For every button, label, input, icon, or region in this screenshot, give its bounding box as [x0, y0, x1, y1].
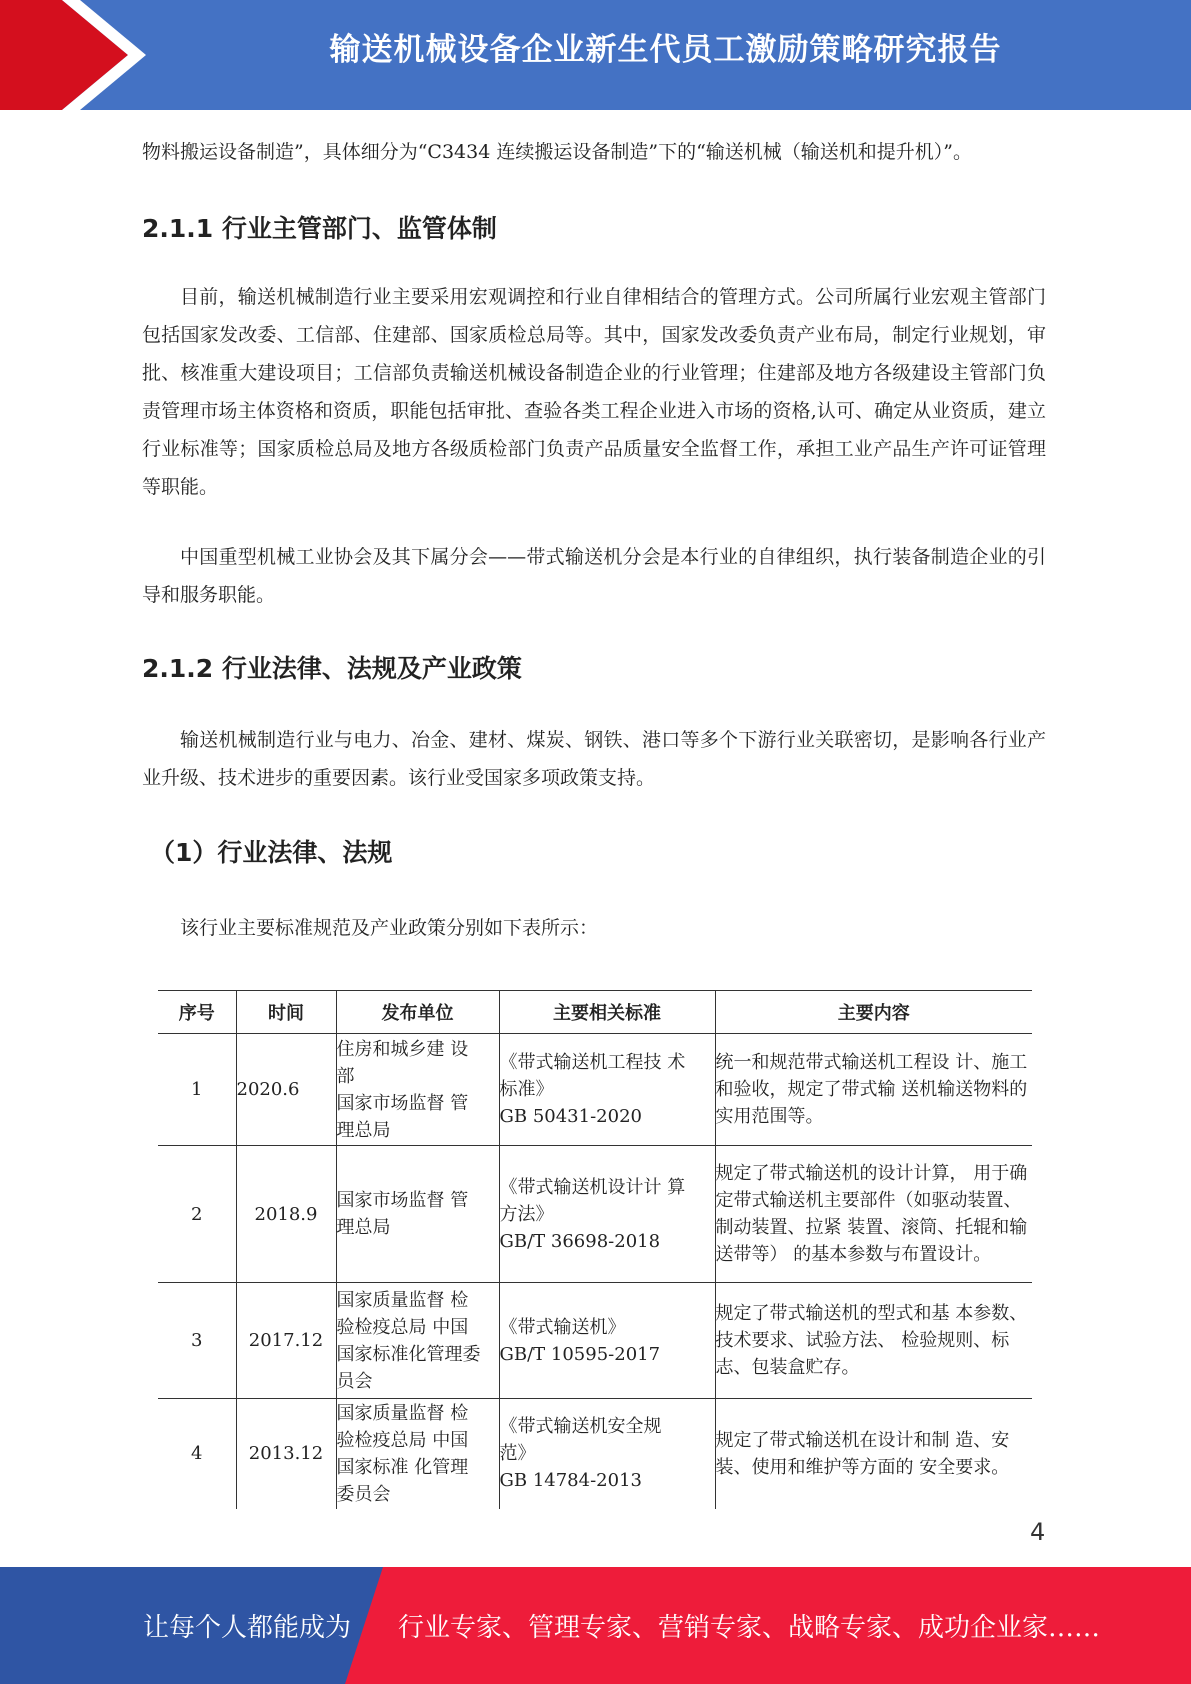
cell-date: 2017.12 — [236, 1283, 336, 1399]
cell-standard — [499, 1146, 715, 1283]
table-row — [158, 1399, 1032, 1509]
paragraph-downstream: 输送机械制造行业与电力、冶金、建材、煤炭、钢铁、港口等多个下游行业关联密切，是影响各行业产业升级、技术进步的重要因素。该行业受国家多项政策支持。 — [142, 729, 1046, 789]
standard-text: 《带式输送机》 GB/T 10595-2017 — [499, 1316, 661, 1365]
header-no: 序号 — [158, 991, 236, 1034]
cell-date: 2020.6 — [236, 1034, 336, 1146]
page-number: 4 — [1030, 1518, 1046, 1546]
footer-slogan-right: 行业专家、管理专家、营销专家、战略专家、成功企业家…… — [398, 1613, 1101, 1643]
table-intro: 该行业主要标准规范及产业政策分别如下表所示： — [180, 917, 599, 939]
header-content: 主要内容 — [715, 991, 1032, 1034]
cell-issuer — [336, 1399, 499, 1509]
intro-paragraph: 物料搬运设备制造”，具体细分为“C3434 连续搬运设备制造”下的“输送机械（输送机和提升机）”。 — [142, 141, 972, 163]
cell-content: 统一和规范带式输送机工程设 计、施工和验收，规定了带式输 送机输送物料的实用范围等。 — [715, 1034, 1032, 1146]
cell-standard — [499, 1034, 715, 1146]
cell-date: 2018.9 — [236, 1146, 336, 1283]
table-row — [158, 1283, 1032, 1399]
page-header — [0, 0, 1191, 110]
section-heading-2-1-1: 2.1.1 行业主管部门、监管体制 — [142, 214, 497, 243]
issuer-text: 国家市场监督 管 理总局 — [336, 1190, 469, 1238]
issuer-text: 住房和城乡建 设 部 国家市场监督 管 理总局 — [336, 1038, 469, 1141]
issuer-text: 国家质量监督 检 验检疫总局 中国 国家标准化管理委 员会 — [336, 1289, 481, 1392]
cell-standard — [499, 1283, 715, 1399]
footer-slogan-left: 让每个人都能成为 — [143, 1613, 352, 1643]
table-header-row — [158, 991, 1032, 1034]
standards-table — [158, 990, 1032, 1509]
cell-issuer — [336, 1034, 499, 1146]
document-body — [142, 132, 1046, 947]
paragraph-association: 中国重型机械工业协会及其下属分会——带式输送机分会是本行业的自律组织，执行装备制造企业的引导和服务职能。 — [142, 546, 1046, 606]
table-row — [158, 1146, 1032, 1283]
page-footer — [0, 1567, 1191, 1684]
section-heading-2-1-2: 2.1.2 行业法律、法规及产业政策 — [142, 654, 522, 683]
standard-text: 《带式输送机安全规 范》 GB 14784-2013 — [499, 1416, 662, 1492]
cell-no: 3 — [158, 1283, 236, 1399]
cell-no: 1 — [158, 1034, 236, 1146]
table-row — [158, 1034, 1032, 1146]
cell-no: 2 — [158, 1146, 236, 1283]
header-arrow-decoration — [0, 0, 160, 110]
paragraph-regulation: 目前，输送机械制造行业主要采用宏观调控和行业自律相结合的管理方式。公司所属行业宏观主管部门包括国家发改委、工信部、住建部、国家质检总局等。其中，国家发改委负责产业布局，制定行业规划，审批、核准重大建设项目；工信部负责输送机械设备制造企业的行业管理；住建部及地方各级建设主管部门负责管理市场主体资格和资质，职能包括审批、查验各类工程企业进入市场的资格,认可、确定从业资质，建立行业标准等；国家质检总局及地方各级质检部门负责产品质量安全监督工作，承担工业产品生产许可证管理等职能。 — [142, 286, 1046, 498]
cell-content: 规定了带式输送机的设计计算， 用于确定带式输送机主要部件（如驱动装置、制动装置、拉紧 装置、滚筒、托辊和输送带等） 的基本参数与布置设计。 — [715, 1146, 1032, 1283]
cell-no: 4 — [191, 1443, 203, 1465]
cell-issuer — [336, 1283, 499, 1399]
header-title: 输送机械设备企业新生代员工激励策略研究报告 — [329, 32, 1002, 68]
cell-date: 2013.12 — [236, 1399, 336, 1509]
header-date: 时间 — [236, 991, 336, 1034]
header-standard: 主要相关标准 — [499, 991, 715, 1034]
cell-standard — [499, 1399, 715, 1509]
standard-text: 《带式输送机工程技 术 标准》 GB 50431-2020 — [499, 1052, 686, 1127]
header-issuer: 发布单位 — [336, 991, 499, 1034]
cell-issuer — [336, 1146, 499, 1283]
cell-content: 规定了带式输送机在设计和制 造、安装、使用和维护等方面的 安全要求。 — [715, 1399, 1032, 1509]
standard-text: 《带式输送机设计计 算 方法》 GB/T 36698-2018 — [499, 1176, 686, 1252]
subsection-heading-1: （1）行业法律、法规 — [150, 838, 393, 867]
cell-content: 规定了带式输送机的型式和基 本参数、技术要求、试验方法、 检验规则、标志、包装盒贮存。 — [715, 1283, 1032, 1399]
issuer-text: 国家质量监督 检 验检疫总局 中国 国家标准 化管理 委员会 — [336, 1402, 469, 1505]
